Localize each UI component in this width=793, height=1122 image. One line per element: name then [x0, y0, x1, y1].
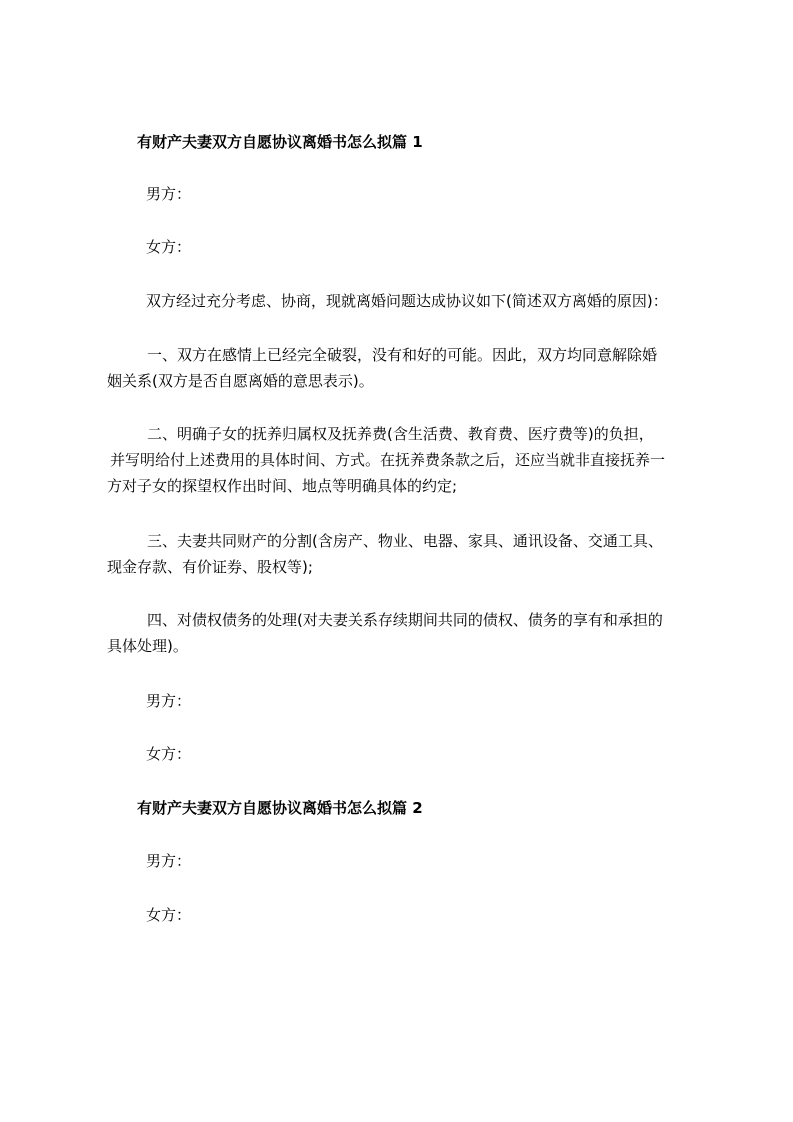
male-party-label: 男方：: [146, 185, 192, 203]
section-1-heading: 有财产夫妻双方自愿协议离婚书怎么拟篇 1: [137, 133, 423, 151]
clause-2-line-3: 方对子女的探望权作出时间、地点等明确具体的约定;: [107, 477, 458, 495]
clause-2-line-2: 并写明给付上述费用的具体时间、方式。在抚养费条款之后，还应当就非直接抚养一: [110, 451, 666, 469]
section-2-heading: 有财产夫妻双方自愿协议离婚书怎么拟篇 2: [137, 799, 423, 817]
clause-1-line-2: 姻关系(双方是否自愿离婚的意思表示)。: [107, 372, 374, 390]
clause-4-line-1: 四、对债权债务的处理(对夫妻关系存续期间共同的债权、债务的享有和承担的: [147, 611, 663, 629]
female-party-label: 女方：: [146, 238, 192, 256]
clause-3-line-1: 三、夫妻共同财产的分割(含房产、物业、电器、家具、通讯设备、交通工具、: [147, 532, 663, 550]
clause-4: [107, 607, 703, 659]
clause-1: [107, 342, 703, 394]
clause-2-line-1: 二、明确子女的抚养归属权及抚养费(含生活费、教育费、医疗费等)的负担，: [147, 425, 654, 443]
clause-3: [107, 528, 703, 580]
clause-2: [107, 421, 703, 499]
clause-4-line-2: 具体处理)。: [107, 637, 188, 655]
signature-male-label: 男方：: [146, 692, 192, 710]
agreement-intro: 双方经过充分考虑、协商，现就离婚问题达成协议如下(简述双方离婚的原因)：: [146, 292, 668, 310]
signature-female-label: 女方：: [146, 745, 192, 763]
clause-1-line-1: 一、双方在感情上已经完全破裂，没有和好的可能。因此，双方均同意解除婚: [147, 346, 658, 364]
section-2-female-label: 女方：: [146, 906, 192, 924]
clause-3-line-2: 现金存款、有价证券、股权等);: [107, 558, 313, 576]
section-2-male-label: 男方：: [146, 852, 192, 870]
